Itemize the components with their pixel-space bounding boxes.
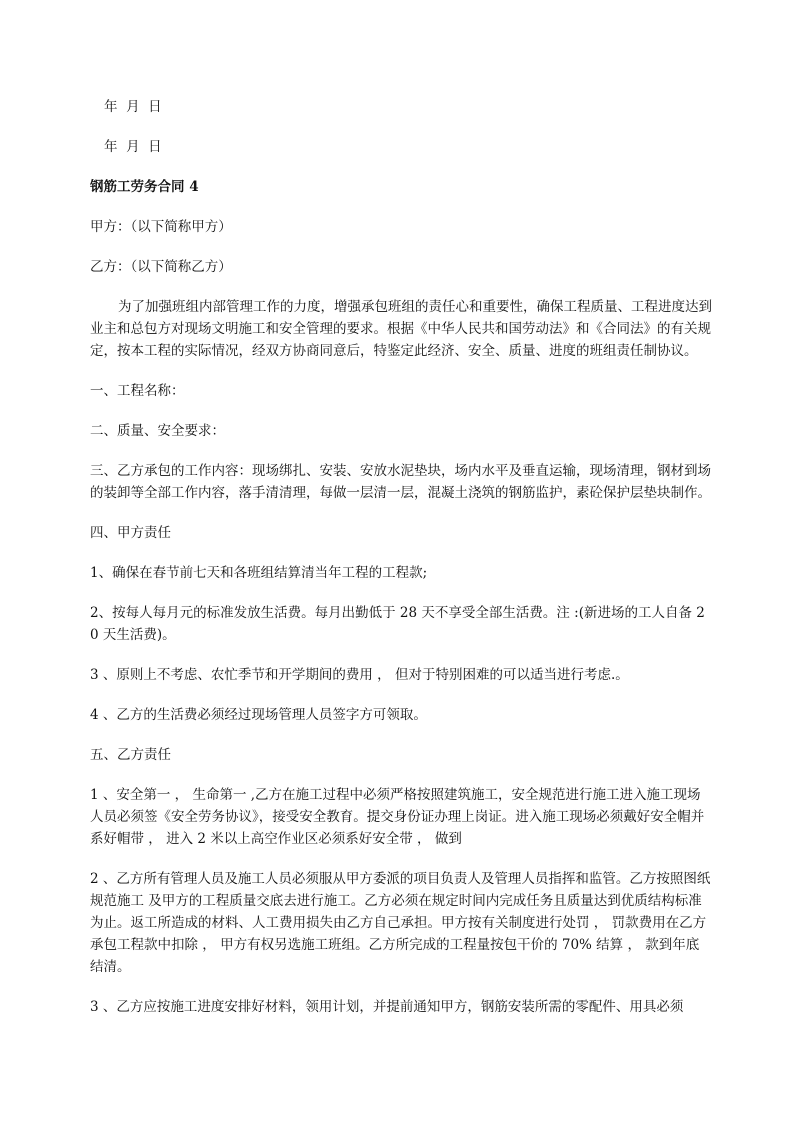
date-line: 年 月 日 [104, 99, 162, 115]
document-body [90, 96, 712, 1036]
clause-item: 2 、乙方所有管理人员及施工人员必须服从甲方委派的项目负责人及管理人员指挥和监管。乙方按照图纸规范施工 及甲方的工程质量交底去进行施工。乙方必须在规定时间内完成任务且质量达到优质结构标准为止。返工所造成的材料、人工费用损失由乙方自己承担。甲方按有关制度进行处罚 ， 罚款费用在乙方承包工程款中扣除 ， 甲方有权另选施工班组。乙方所完成的工程量按包干价的 70% 结算 ， 款到年底结清。 [90, 871, 711, 975]
section-heading: 一、工程名称： [90, 383, 185, 399]
contract-title: 钢筋工劳务合同 4 [90, 179, 199, 195]
date-line: 年 月 日 [104, 139, 162, 155]
clause-item: 2、按每人每月元的标准发放生活费。每月出勤低于 28 天不享受全部生活费。注 :(新进场的工人自备 20 天生活费)。 [90, 605, 705, 643]
clause-item: 4 、乙方的生活费必须经过现场管理人员签字方可领取。 [90, 707, 427, 723]
clause-item: 3 、乙方应按施工进度安排好材料，领用计划，并提前通知甲方，钢筋安装所需的零配件、用具必须 [90, 999, 684, 1015]
section-heading: 五、乙方责任 [90, 747, 171, 763]
party-b-line: 乙方：（以下简称乙方） [90, 259, 232, 275]
section-heading: 二、质量、安全要求： [90, 423, 225, 439]
intro-paragraph: 为了加强班组内部管理工作的力度，增强承包班组的责任心和重要性，确保工程质量、工程进度达到业主和总包方对现场文明施工和安全管理的要求。根据《中华人民共和国劳动法》和《合同法》的有关规定，按本工程的实际情况，经双方协商同意后，特鉴定此经济、安全、质量、进度的班组责任制协议。 [90, 299, 712, 359]
section-paragraph: 三、乙方承包的工作内容：现场绑扎、安装、安放水泥垫块，场内水平及垂直运输，现场清理，钢材到场的装卸等全部工作内容，落手清清理，每做一层清一层，混凝土浇筑的钢筋监护，素砼保护层垫块制作。 [90, 463, 711, 501]
clause-item: 1 、安全第一 ， 生命第一 ,乙方在施工过程中必须严格按照建筑施工，安全规范进行施工进入施工现场人员必须签《安全劳务协议》，接受安全教育。提交身份证办理上岗证。进入施工现场必须戴好安全帽并系好帽带 ， 进入 2 米以上高空作业区必须系好安全带 ， 做到 [90, 787, 705, 847]
party-a-line: 甲方：（以下简称甲方） [90, 219, 232, 235]
clause-item: 3 、原则上不考虑、农忙季节和开学期间的费用 ， 但对于特别困难的可以适当进行考虑.。 [90, 667, 629, 683]
section-heading: 四、甲方责任 [90, 525, 171, 541]
clause-item: 1、确保在春节前七天和各班组结算清当年工程的工程款; [90, 565, 428, 581]
